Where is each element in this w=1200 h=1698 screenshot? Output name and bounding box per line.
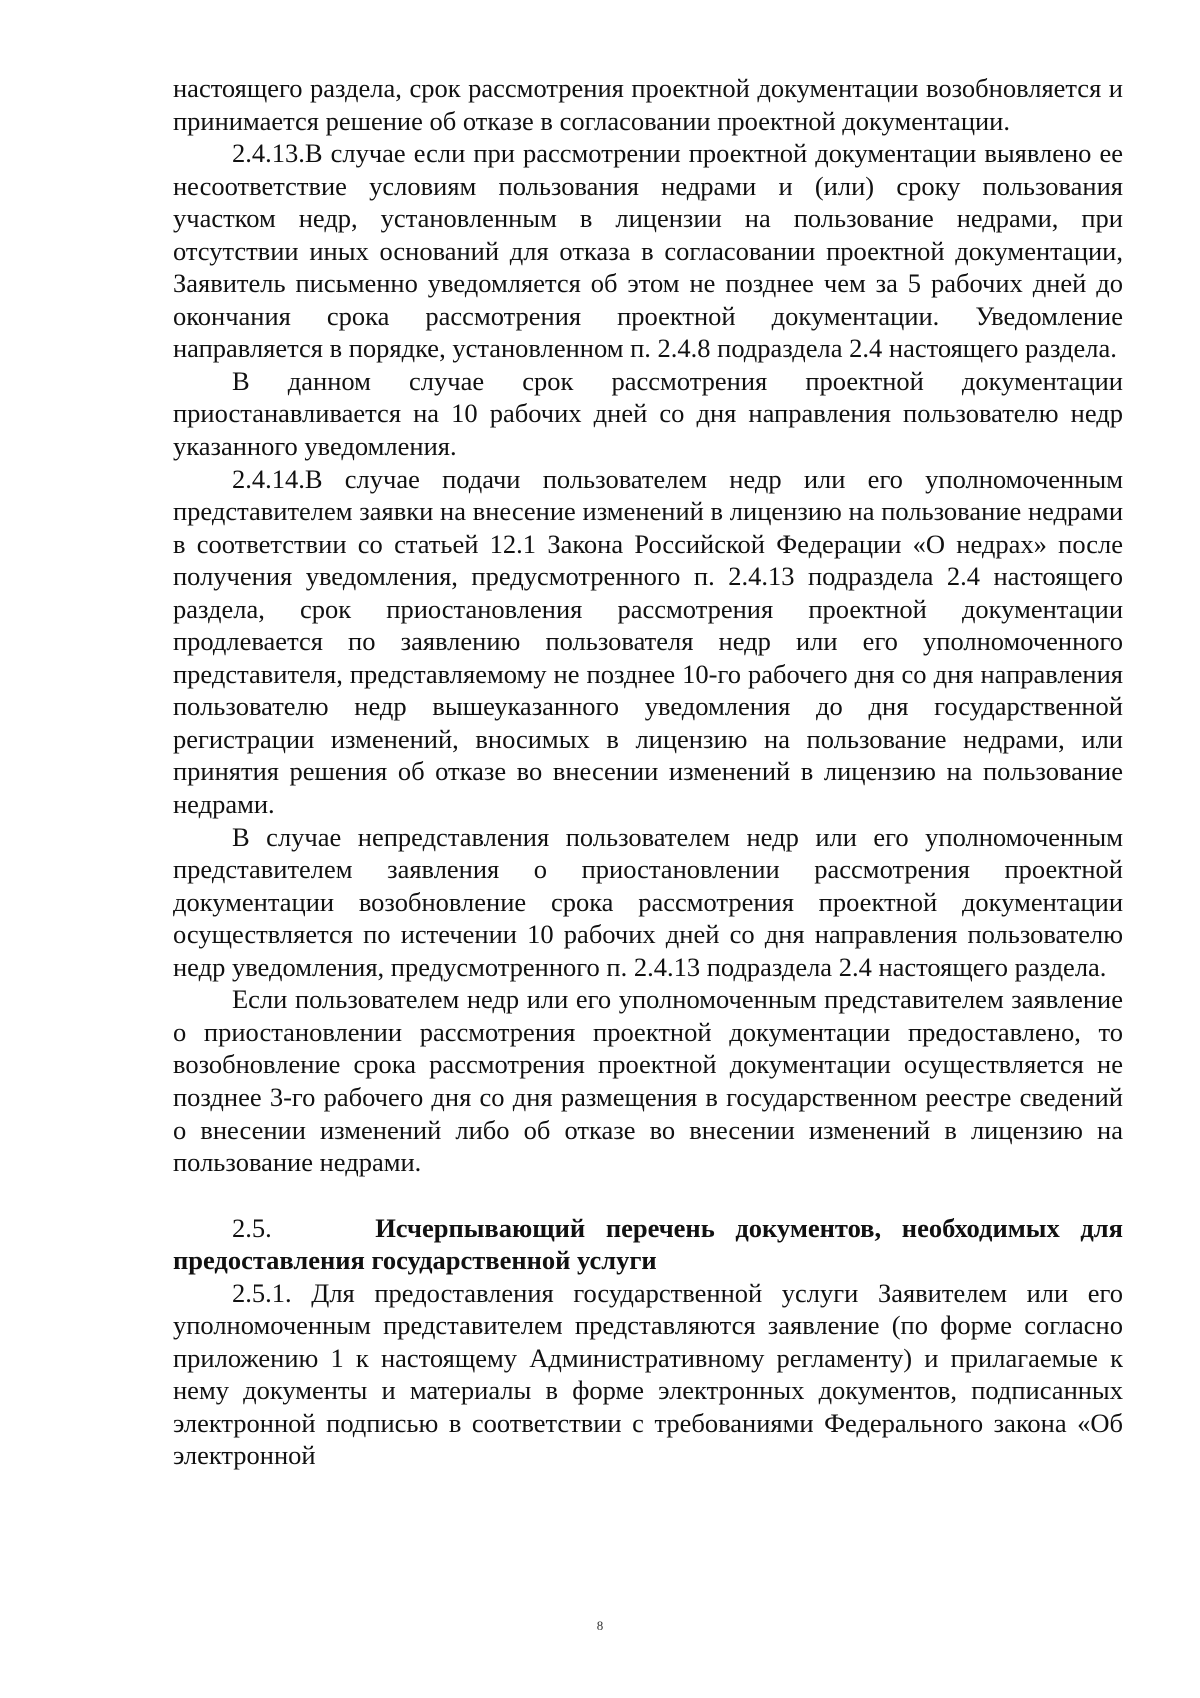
document-body [173,72,1123,1472]
paragraph-non-submission: В случае непредставления пользователем недр или его уполномоченным представителем заявления о приостановлении рассмотрения проектной документации возобновление срока рассмотрения проектной документации осуществляется по истечении 10 рабочих дней со дня направления пользователю недр уведомления, предусмотренного п. 2.4.13 подраздела 2.4 настоящего раздела. [173,821,1123,982]
paragraph-2-4-13: 2.4.13.В случае если при рассмотрении проектной документации выявлено ее несоответствие условиям пользования недрами и (или) сроку пользования участком недр, установленным в лицензии на пользование недрами, при отсутствии иных оснований для отказа в согласовании проектной документации, Заявитель письменно уведомляется об этом не позднее чем за 5 рабочих дней до окончания срока рассмотрения проектной документации. Уведомление направляется в порядке, установленном п. 2.4.8 подраздела 2.4 настоящего раздела. [173,138,1123,364]
page-number: 8 [596,1618,604,1633]
paragraph-submission: Если пользователем недр или его уполномоченным представителем заявление о приостановлении рассмотрения проектной документации предоставлено, то возобновление срока рассмотрения проектной документации осуществляется не позднее 3-го рабочего дня со дня размещения в государственном реестре сведений о внесении изменений либо об отказе во внесении изменений в лицензию на пользование недрами. [173,984,1123,1178]
paragraph-2-4-14: 2.4.14.В случае подачи пользователем недр или его уполномоченным представителем заявки на внесение изменений в лицензию на пользование недрами в соответствии со статьей 12.1 Закона Российской Федерации «О недрах» после получения уведомления, предусмотренного п. 2.4.13 подраздела 2.4 настоящего раздела, срок приостановления рассмотрения проектной документации продлевается по заявлению пользователя недр или его уполномоченного представителя, представляемому не позднее 10-го рабочего дня со дня направления пользователю недр вышеуказанного уведомления до дня государственной регистрации изменений, вносимых в лицензию на пользование недрами, или принятия решения об отказе во внесении изменений в лицензию на пользование недрами. [173,463,1123,820]
paragraph-continuation: настоящего раздела, срок рассмотрения проектной документации возобновляется и принимается решение об отказе в согласовании проектной документации. [173,73,1123,136]
section-heading-2-5 [173,1212,1123,1277]
paragraph-2-5-1: 2.5.1. Для предоставления государственной услуги Заявителем или его уполномоченным представителем представляются заявление (по форме согласно приложению 1 к настоящему Административному регламенту) и прилагаемые к нему документы и материалы в форме электронных документов, подписанных электронной подписью в соответствии с требованиями Федерального закона «Об электронной [173,1277,1123,1471]
section-gap [173,1179,1123,1212]
paragraph-suspension: В данном случае срок рассмотрения проектной документации приостанавливается на 10 рабочих дней со дня направления пользователю недр указанного уведомления. [173,365,1123,462]
section-title: Исчерпывающий перечень документов, необходимых для предоставления государственной услуги [173,1212,1124,1276]
section-number: 2.5. [232,1212,272,1243]
